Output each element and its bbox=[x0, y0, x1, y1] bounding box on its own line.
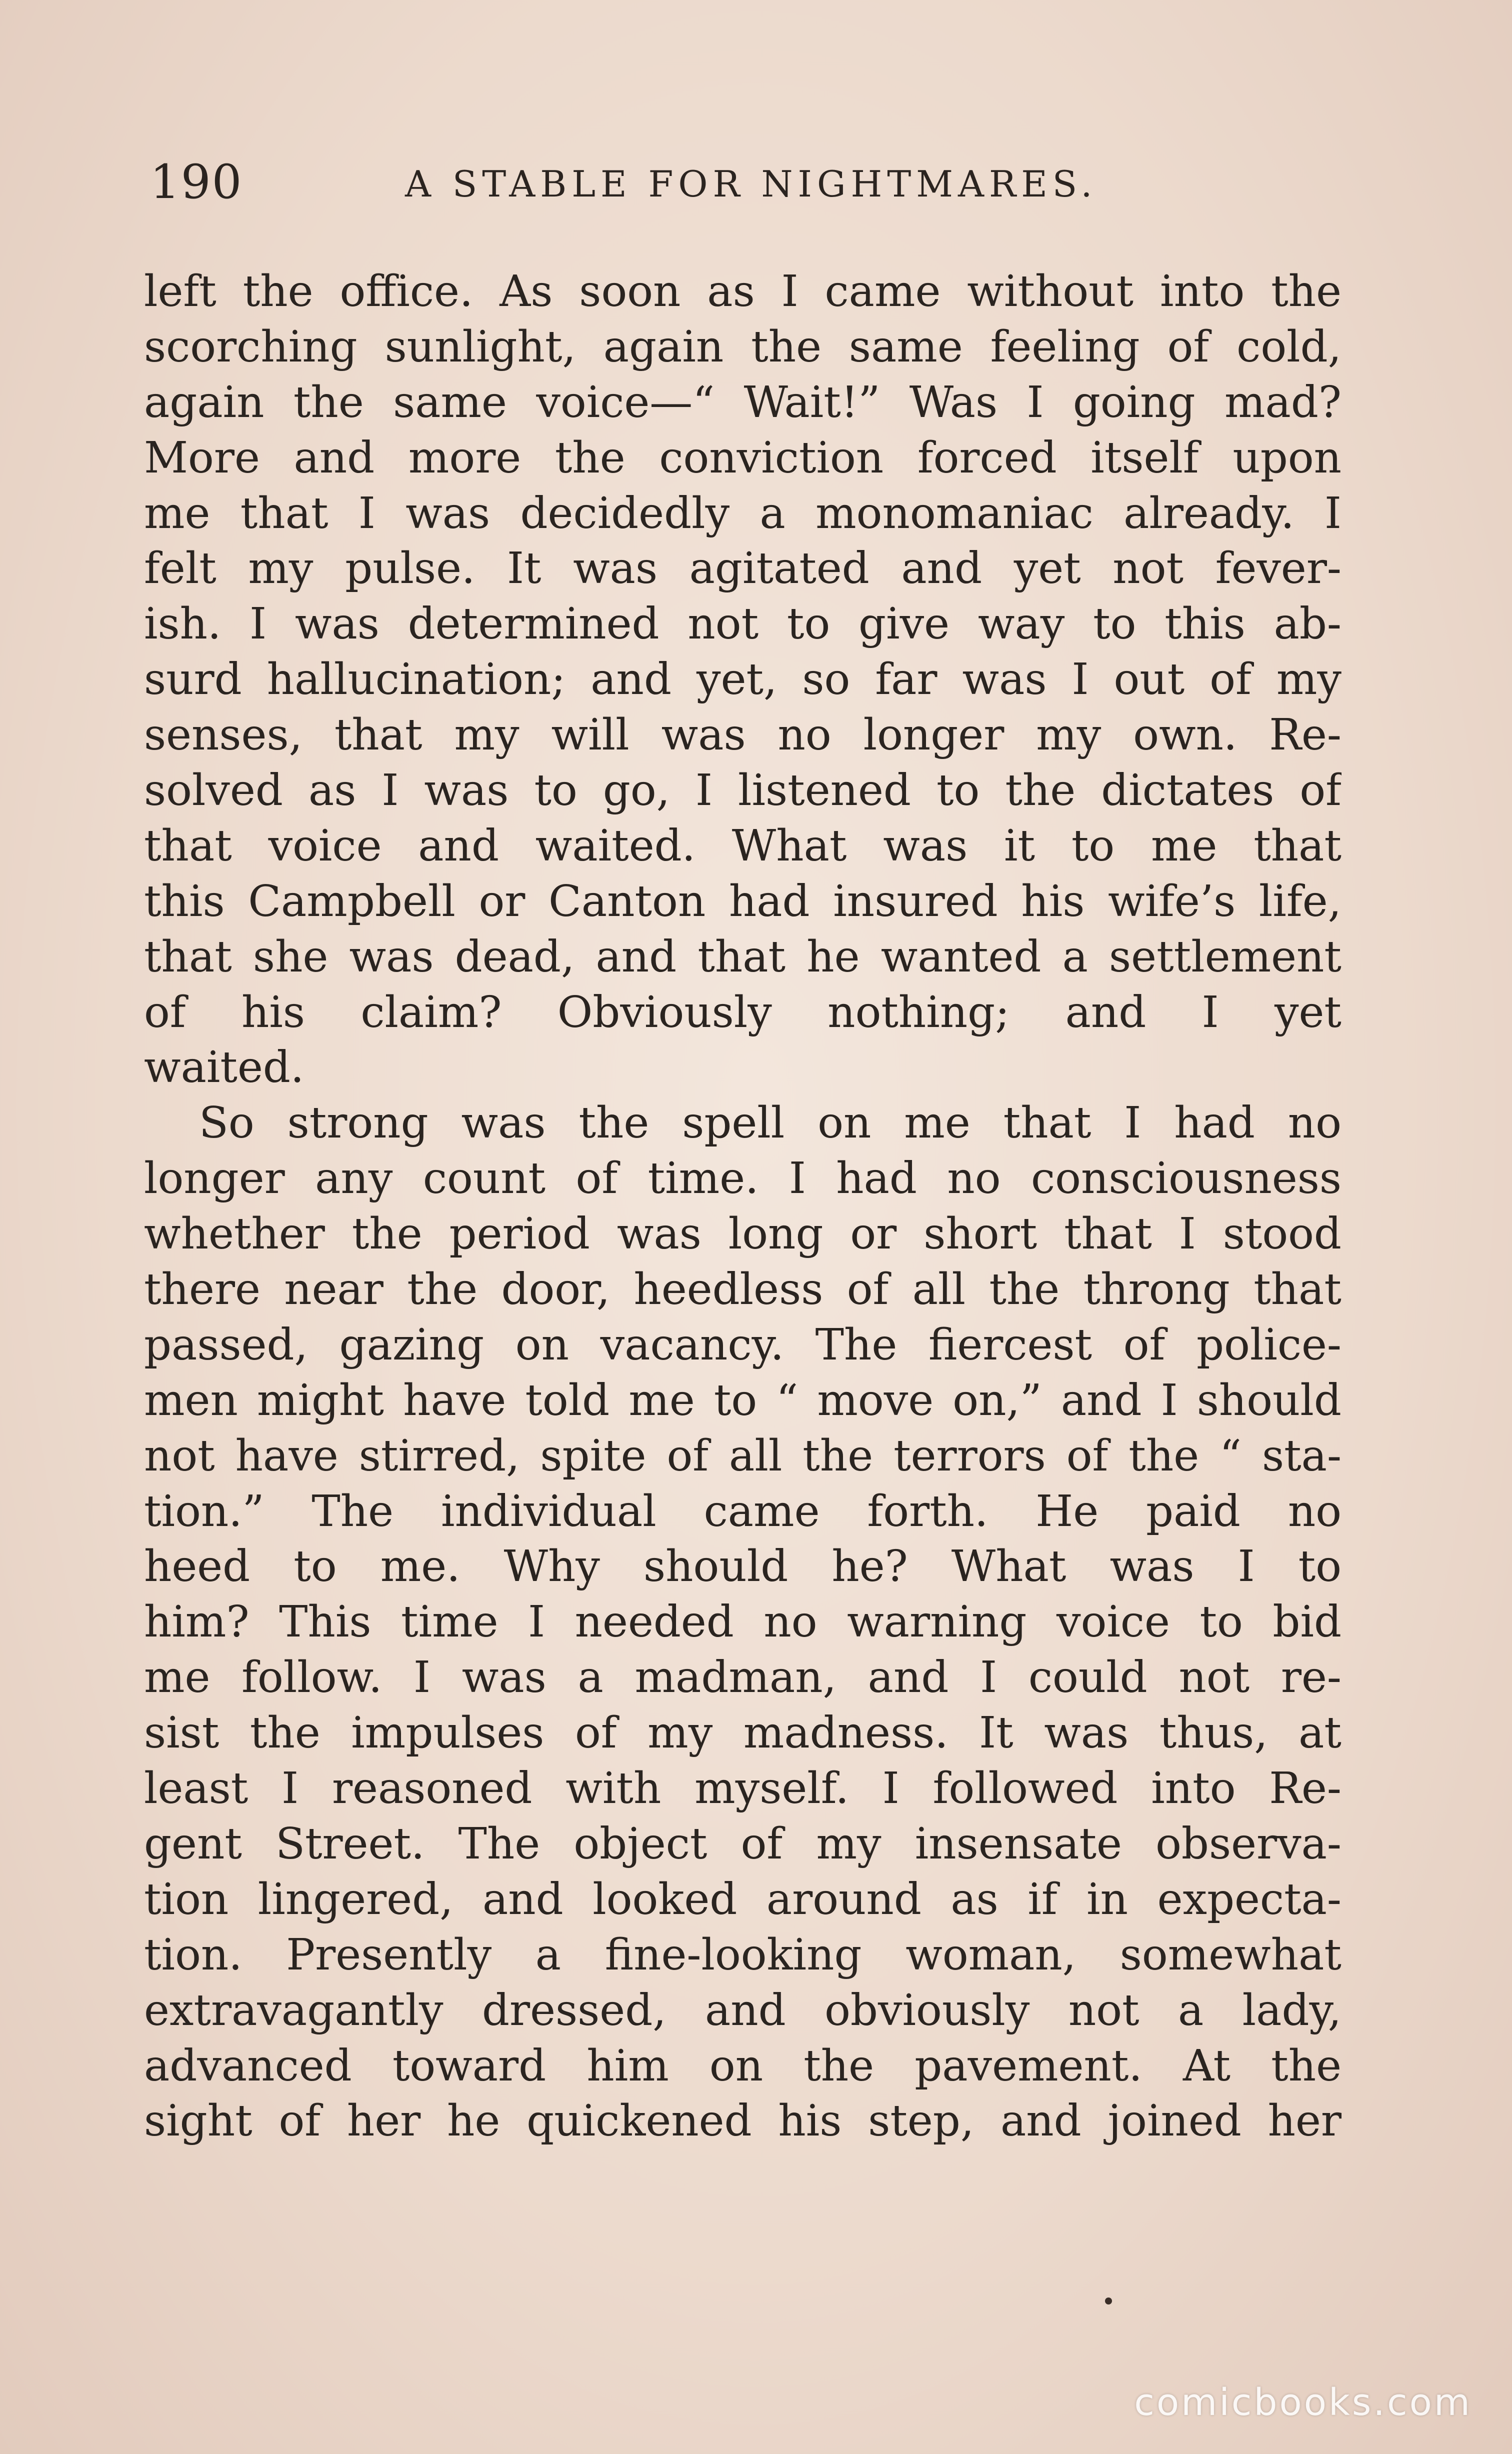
text-line: waited. bbox=[144, 1042, 304, 1093]
page-header bbox=[145, 150, 1345, 215]
running-head: A STABLE FOR NIGHTMARES. bbox=[405, 163, 1098, 205]
text-line: that voice and waited. What was it to me that bbox=[144, 820, 1342, 871]
text-line: of his claim? Obviously nothing; and I yet bbox=[144, 987, 1342, 1038]
text-line: least I reasoned with myself. I followed into Re- bbox=[144, 1764, 1342, 1814]
text-line: senses, that my will was no longer my own. Re- bbox=[144, 710, 1342, 760]
text-line: that she was dead, and that he wanted a settlement bbox=[144, 932, 1342, 982]
text-line: men might have told me to “ move on,” and I should bbox=[144, 1375, 1342, 1426]
text-line: felt my pulse. It was agitated and yet not fever- bbox=[144, 544, 1342, 594]
ink-speck bbox=[1105, 2298, 1112, 2304]
text-line: passed, gazing on vacancy. The fiercest of police- bbox=[144, 1320, 1342, 1370]
text-line: heed to me. Why should he? What was I to bbox=[144, 1542, 1342, 1592]
text-line: More and more the conviction forced itself upon bbox=[144, 432, 1342, 483]
text-line: extravagantly dressed, and obviously not a lady, bbox=[144, 1985, 1342, 2036]
text-line: whether the period was long or short that I stood bbox=[144, 1209, 1342, 1260]
text-line: him? This time I needed no warning voice to bid bbox=[144, 1597, 1342, 1648]
text-line: sight of her he quickened his step, and joined her bbox=[144, 2096, 1342, 2146]
text-line: tion. Presently a fine-looking woman, somewhat bbox=[144, 1930, 1342, 1980]
text-line: surd hallucination; and yet, so far was I out of my bbox=[144, 654, 1342, 705]
text-line: again the same voice—“ Wait!” Was I going mad? bbox=[144, 377, 1342, 428]
text-line: there near the door, heedless of all the throng that bbox=[144, 1264, 1342, 1315]
text-line: me follow. I was a madman, and I could not re- bbox=[144, 1652, 1342, 1703]
text-line: left the office. As soon as I came without into the bbox=[144, 266, 1342, 316]
text-line: not have stirred, spite of all the terrors of the “ sta- bbox=[144, 1430, 1342, 1481]
page-number: 190 bbox=[150, 155, 243, 210]
text-line: tion.” The individual came forth. He paid no bbox=[144, 1486, 1342, 1536]
text-line: ish. I was determined not to give way to this ab- bbox=[144, 599, 1342, 650]
text-line: this Campbell or Canton had insured his wife’s life, bbox=[144, 876, 1342, 926]
text-line: scorching sunlight, again the same feeling of cold, bbox=[144, 322, 1342, 372]
text-line: longer any count of time. I had no consciousness bbox=[144, 1154, 1342, 1204]
text-line: sist the impulses of my madness. It was thus, at bbox=[144, 1708, 1342, 1758]
text-line: gent Street. The object of my insensate observa- bbox=[144, 1818, 1342, 1869]
text-line: So strong was the spell on me that I had no bbox=[199, 1098, 1342, 1148]
watermark: comicbooks.com bbox=[1134, 2381, 1472, 2424]
text-line: tion lingered, and looked around as if in expecta- bbox=[144, 1874, 1342, 1924]
text-line: me that I was decidedly a monomaniac already. I bbox=[144, 488, 1342, 538]
text-line: solved as I was to go, I listened to the dictates of bbox=[144, 766, 1342, 816]
text-line: advanced toward him on the pavement. At the bbox=[144, 2040, 1342, 2091]
body-text bbox=[144, 264, 1342, 2174]
